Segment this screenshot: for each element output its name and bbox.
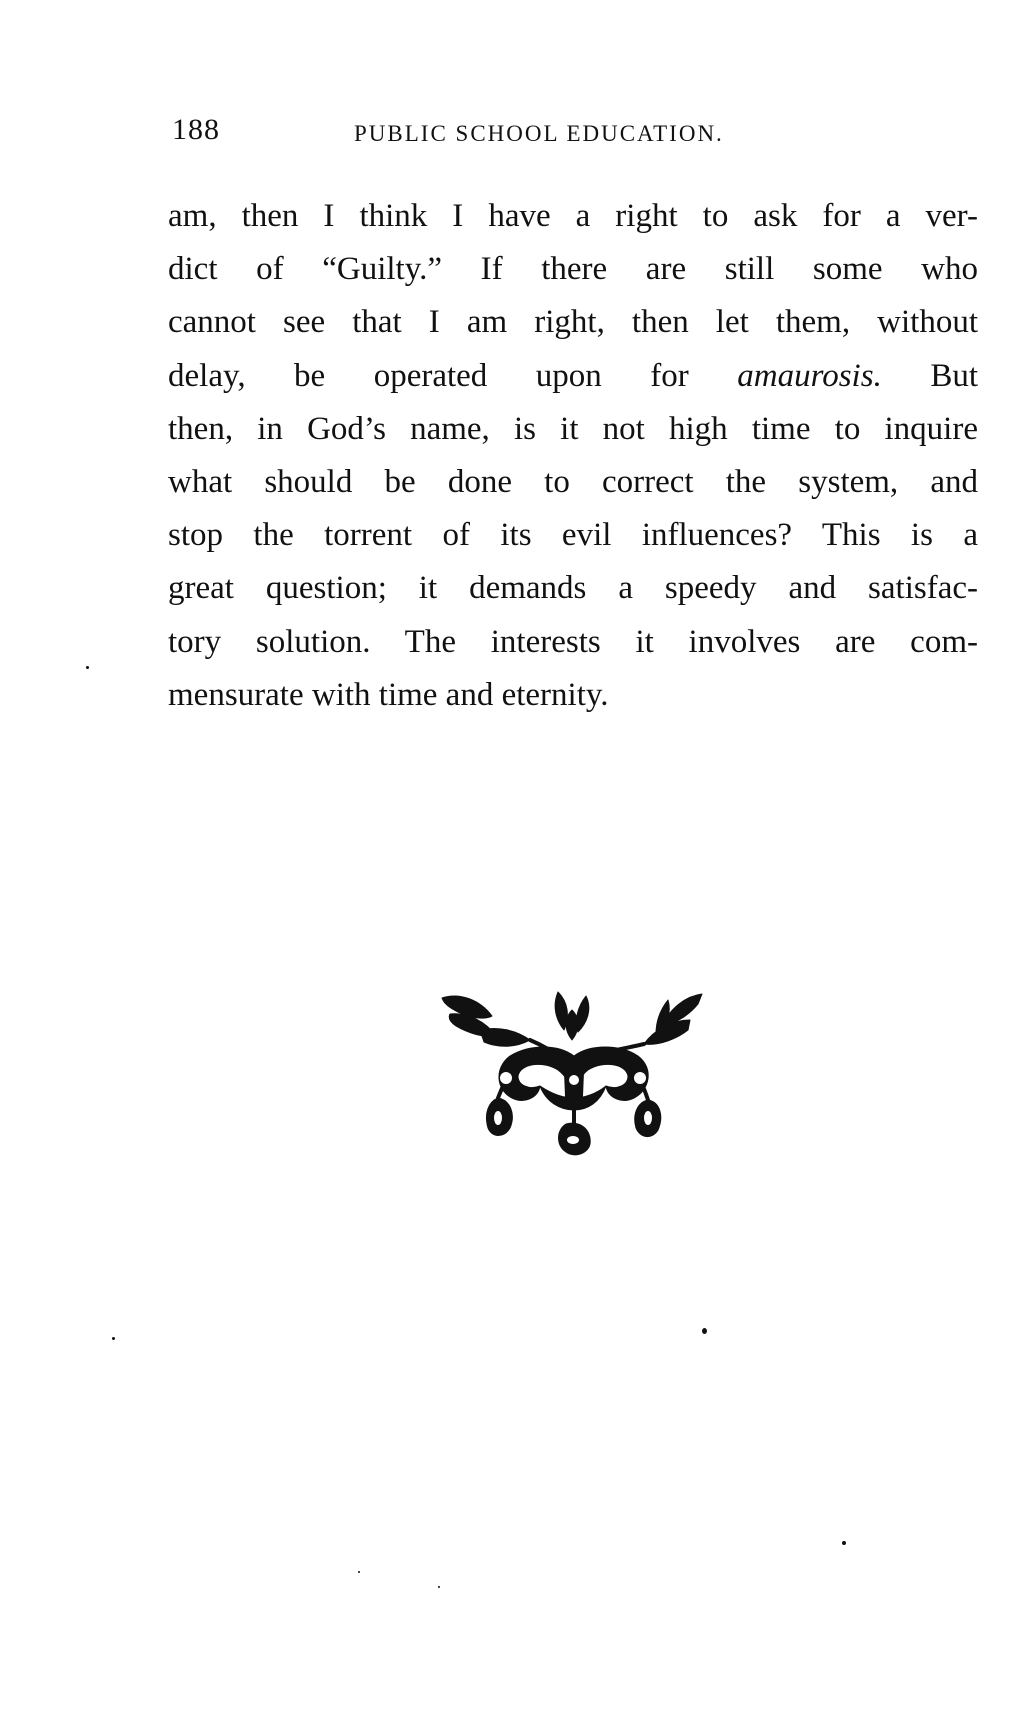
text-line: dict of “Guilty.” If there are still some who	[168, 251, 978, 288]
text-line: am, then I think I have a right to ask for a ver-	[168, 198, 978, 234]
page-number: 188	[172, 113, 220, 146]
text-line: stop the torrent of its evil influences? This is a	[168, 517, 978, 554]
ink-speck	[438, 1586, 440, 1588]
text-line: cannot see that I am right, then let them, without	[168, 304, 978, 341]
text-line: then, in God’s name, is it not high time to inquire	[168, 410, 978, 447]
body-paragraph	[168, 190, 978, 722]
text-line: mensurate with time and eternity.	[168, 676, 609, 713]
ink-speck	[86, 666, 89, 669]
ink-speck	[358, 1571, 360, 1573]
ink-speck	[842, 1541, 846, 1545]
text-line: tory solution. The interests it involves are com-	[168, 623, 978, 660]
text-line: what should be done to correct the system, and	[168, 463, 978, 500]
running-title: PUBLIC SCHOOL EDUCATION.	[354, 121, 724, 146]
text-line	[168, 350, 978, 403]
floral-tailpiece-icon	[440, 990, 710, 1160]
ink-speck	[702, 1328, 707, 1334]
ink-speck	[112, 1337, 115, 1340]
running-head	[172, 110, 812, 150]
text-line: great question; it demands a speedy and satisfac-	[168, 570, 978, 607]
text-line-start: delay, be operated upon for	[168, 357, 689, 394]
text-line-end: But	[930, 357, 979, 394]
italic-term: amaurosis.	[737, 357, 882, 394]
